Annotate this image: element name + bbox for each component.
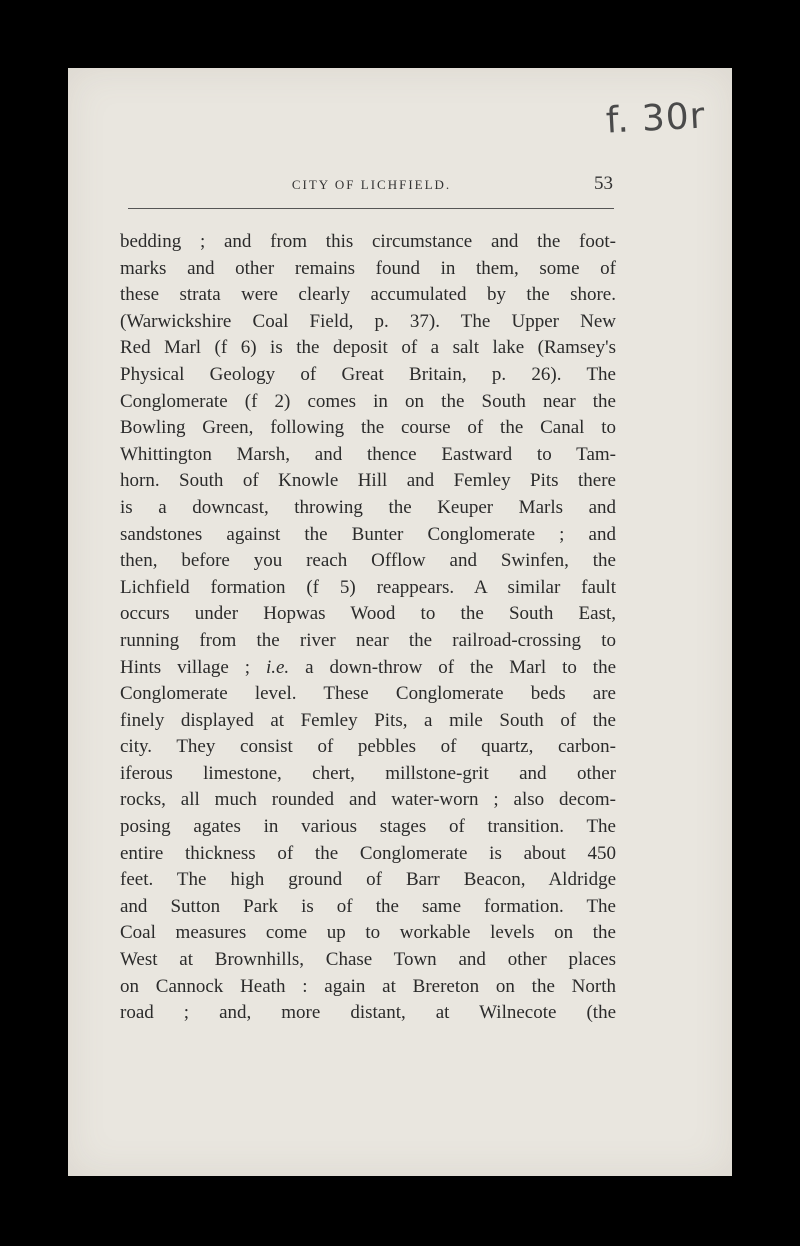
text-line: road ; and, more distant, at Wilnecote (the (120, 1002, 616, 1024)
book-page (68, 68, 732, 1176)
running-head (130, 173, 613, 203)
text-line: occurs under Hopwas Wood to the South East, (120, 603, 616, 625)
text-line: West at Brownhills, Chase Town and other places (120, 949, 616, 971)
text-line: running from the river near the railroad-crossing to (120, 629, 616, 651)
text-line: (Warwickshire Coal Field, p. 37). The Upper New (120, 310, 616, 332)
text-line: Conglomerate (f 2) comes in on the South near the (120, 390, 616, 412)
text-fragment: Hints village ; (120, 656, 266, 678)
running-title: CITY OF LICHFIELD. (291, 177, 452, 192)
body-text (120, 229, 616, 1027)
text-fragment: a down-throw of the Marl to the (289, 656, 616, 678)
text-line: sandstones against the Bunter Conglomerate ; and (120, 523, 616, 545)
text-line: these strata were clearly accumulated by the shore. (120, 284, 616, 306)
text-line: Conglomerate level. These Conglomerate beds are (120, 683, 616, 705)
page-number: 53 (594, 173, 613, 194)
text-line: finely displayed at Femley Pits, a mile South of the (120, 709, 616, 731)
header-rule (128, 208, 614, 209)
text-line: rocks, all much rounded and water-worn ; also decom- (120, 789, 616, 811)
text-line: Bowling Green, following the course of the Canal to (120, 417, 616, 439)
text-line: posing agates in various stages of transition. The (120, 816, 616, 838)
text-line: entire thickness of the Conglomerate is about 450 (120, 842, 616, 864)
text-line: marks and other remains found in them, some of (120, 257, 616, 279)
text-line: iferous limestone, chert, millstone-grit and other (120, 762, 616, 784)
text-line: Whittington Marsh, and thence Eastward to Tam- (120, 443, 616, 465)
text-line: Lichfield formation (f 5) reappears. A similar fault (120, 576, 616, 598)
text-line: bedding ; and from this circumstance and the foot- (120, 231, 616, 252)
text-line: and Sutton Park is of the same formation. The (120, 895, 616, 917)
text-line: horn. South of Knowle Hill and Femley Pits there (120, 470, 616, 492)
text-line: feet. The high ground of Barr Beacon, Aldridge (120, 869, 616, 891)
text-line: is a downcast, throwing the Keuper Marls and (120, 496, 616, 518)
text-line-with-italic (120, 655, 616, 682)
text-line: Physical Geology of Great Britain, p. 26). The (120, 363, 616, 385)
text-line: Red Marl (f 6) is the deposit of a salt lake (Ramsey's (120, 337, 616, 359)
text-line: on Cannock Heath : again at Brereton on the North (120, 975, 616, 997)
text-line: then, before you reach Offlow and Swinfen, the (120, 550, 616, 572)
text-line: Coal measures come up to workable levels on the (120, 922, 616, 944)
italic-abbreviation: i.e. (265, 656, 290, 678)
handwritten-folio-mark: f. 30r (605, 95, 708, 142)
text-line: city. They consist of pebbles of quartz, carbon- (120, 736, 616, 758)
